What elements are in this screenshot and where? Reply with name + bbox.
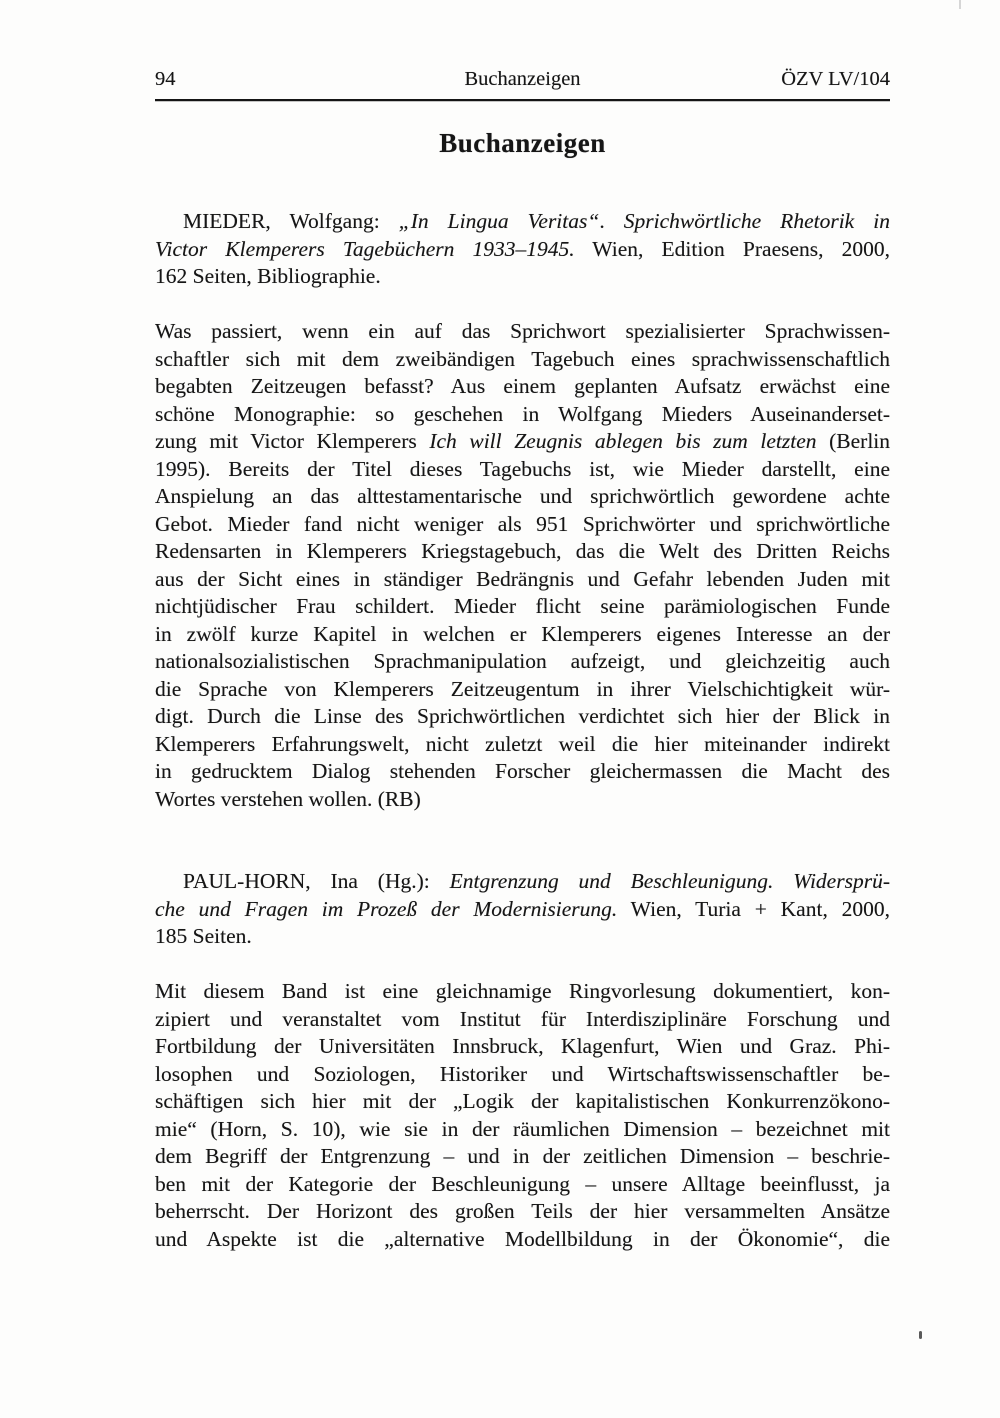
text-line <box>155 236 890 264</box>
text-segment: zung mit Victor Klemperers <box>155 429 430 453</box>
running-title: Buchanzeigen <box>464 68 581 90</box>
text-line <box>155 428 890 456</box>
text-line <box>155 648 890 676</box>
text-segment: nationalsozialistischen Sprachmanipulation aufzeigt, und gleichzeitig auch <box>155 649 890 673</box>
text-segment: Klemperers Erfahrungswelt, nicht zuletzt weil die hier miteinander indirekt <box>155 731 890 756</box>
text-line <box>155 1006 890 1034</box>
text-segment: schaftler sich mit dem zweibändigen Tagebuch eines sprachwissenschaftlich <box>155 346 890 371</box>
journal-reference: ÖZV LV/104 <box>781 68 890 90</box>
text-line <box>155 621 890 649</box>
text-segment: . <box>599 209 624 233</box>
text-line <box>155 401 890 429</box>
text-line <box>155 978 890 1006</box>
text-segment: „In Lingua Veritas“ <box>398 209 600 233</box>
text-line <box>155 538 890 566</box>
text-line <box>155 731 890 759</box>
text-segment: Ich will Zeugnis ablegen bis zum letzten <box>429 429 817 453</box>
text-segment: Anspielung an das alttestamentarische und sprichwörtlich gewordene achte <box>155 484 890 508</box>
text-line <box>155 593 890 621</box>
text-segment: Victor Klemperers Tagebüchern 1933–1945. <box>155 236 575 261</box>
text-line <box>155 483 890 511</box>
text-segment: schäftigen sich hier mit der „Logik der kapitalistischen Konkurrenzökono- <box>155 1089 890 1113</box>
text-segment: PAUL-HORN, Ina (Hg.): <box>183 869 450 893</box>
page-number: 94 <box>155 68 176 90</box>
text-line <box>155 1143 890 1171</box>
text-segment: MIEDER, Wolfgang: <box>183 209 399 233</box>
text-line <box>155 208 890 236</box>
text-segment: aus der Sicht eines in ständiger Bedrängnis und Gefahr lebenden Juden mit <box>155 566 890 591</box>
text-segment: nichtjüdischer Frau schildert. Mieder flicht seine parämiologischen Funde <box>155 594 890 618</box>
text-line <box>155 1171 890 1199</box>
text-line <box>155 263 890 291</box>
text-segment: Was passiert, wenn ein auf das Sprichwort spezialisierter Sprachwissen- <box>155 319 890 343</box>
text-segment: Wien, Edition Praesens, 2000, <box>574 236 890 261</box>
text-segment: und Aspekte ist die „alternative Modellbildung in der Ökonomie“, die <box>155 1226 890 1251</box>
scan-speck-artifact <box>919 1331 922 1339</box>
review-paragraph-mieder <box>155 318 890 813</box>
text-line <box>155 456 890 484</box>
text-segment: Redensarten in Klemperers Kriegstagebuch, das die Welt des Dritten Reichs <box>155 539 890 563</box>
text-line <box>155 703 890 731</box>
text-segment: Sprichwörtliche Rhetorik in <box>623 209 890 233</box>
text-segment: Wortes verstehen wollen. (RB) <box>155 786 421 811</box>
text-segment: schöne Monographie: so geschehen in Wolfgang Mieders Auseinanderset- <box>155 401 890 426</box>
text-segment: losophen und Soziologen, Historiker und Wirtschaftswissenschaftler be- <box>155 1061 890 1086</box>
text-segment: ben mit der Kategorie der Beschleunigung – unsere Alltage beeinflusst, ja <box>155 1171 890 1196</box>
text-line <box>155 896 890 924</box>
text-segment: 1995). Bereits der Titel dieses Tagebuchs ist, wie Mieder darstellt, eine <box>155 456 890 481</box>
running-header <box>155 64 890 94</box>
header-rule <box>155 99 890 102</box>
text-segment: mie“ (Horn, S. 10), wie sie in der räumlichen Dimension – bezeichnet mit <box>155 1116 890 1141</box>
text-segment: (Berlin <box>816 429 891 453</box>
text-segment: in zwölf kurze Kapitel in welchen er Klemperers eigenes Interesse an der <box>155 621 890 646</box>
section-title: Buchanzeigen <box>439 128 606 158</box>
text-line <box>155 1061 890 1089</box>
bibliographic-entry-mieder <box>155 208 890 291</box>
text-line <box>155 566 890 594</box>
text-segment: digt. Durch die Linse des Sprichwörtlichen verdichtet sich hier der Blick in <box>155 704 890 728</box>
bibliographic-entry-paul-horn <box>155 868 890 951</box>
text-segment: Gebot. Mieder fand nicht weniger als 951 Sprichwörter und sprichwörtliche <box>155 511 890 536</box>
text-line <box>155 676 890 704</box>
text-line <box>155 758 890 786</box>
text-line <box>155 511 890 539</box>
text-segment: che und Fragen im Prozeß der Modernisierung. <box>155 896 618 921</box>
text-line <box>155 1033 890 1061</box>
text-line <box>155 346 890 374</box>
text-segment: Entgrenzung und Beschleunigung. Widersprü- <box>449 869 890 893</box>
text-segment: begabten Zeitzeugen befasst? Aus einem geplanten Aufsatz erwächst eine <box>155 374 890 398</box>
text-segment: 162 Seiten, Bibliographie. <box>155 264 381 288</box>
text-line <box>155 373 890 401</box>
text-column <box>155 208 890 1253</box>
scan-edge-artifact <box>959 0 961 9</box>
text-line <box>155 1198 890 1226</box>
text-line <box>155 868 890 896</box>
text-segment: Wien, Turia + Kant, 2000, <box>617 896 890 921</box>
text-line <box>155 1226 890 1254</box>
text-line <box>155 1088 890 1116</box>
review-paragraph-paul-horn <box>155 978 890 1253</box>
text-segment: Mit diesem Band ist eine gleichnamige Ringvorlesung dokumentiert, kon- <box>155 979 890 1003</box>
text-segment: die Sprache von Klemperers Zeitzeugentum in ihrer Vielschichtigkeit wür- <box>155 676 890 701</box>
text-segment: Fortbildung der Universitäten Innsbruck, Klagenfurt, Wien und Graz. Phi- <box>155 1034 890 1058</box>
text-segment: dem Begriff der Entgrenzung – und in der zeitlichen Dimension – beschrie- <box>155 1144 890 1168</box>
text-line <box>155 318 890 346</box>
text-line <box>155 923 890 951</box>
text-segment: in gedrucktem Dialog stehenden Forscher gleichermassen die Macht des <box>155 759 890 783</box>
text-segment: 185 Seiten. <box>155 924 252 948</box>
text-segment: beherrscht. Der Horizont des großen Teils der hier versammelten Ansätze <box>155 1199 890 1223</box>
text-line <box>155 1116 890 1144</box>
text-segment: zipiert und veranstaltet vom Institut für Interdisziplinäre Forschung und <box>155 1006 890 1031</box>
text-line <box>155 786 890 814</box>
